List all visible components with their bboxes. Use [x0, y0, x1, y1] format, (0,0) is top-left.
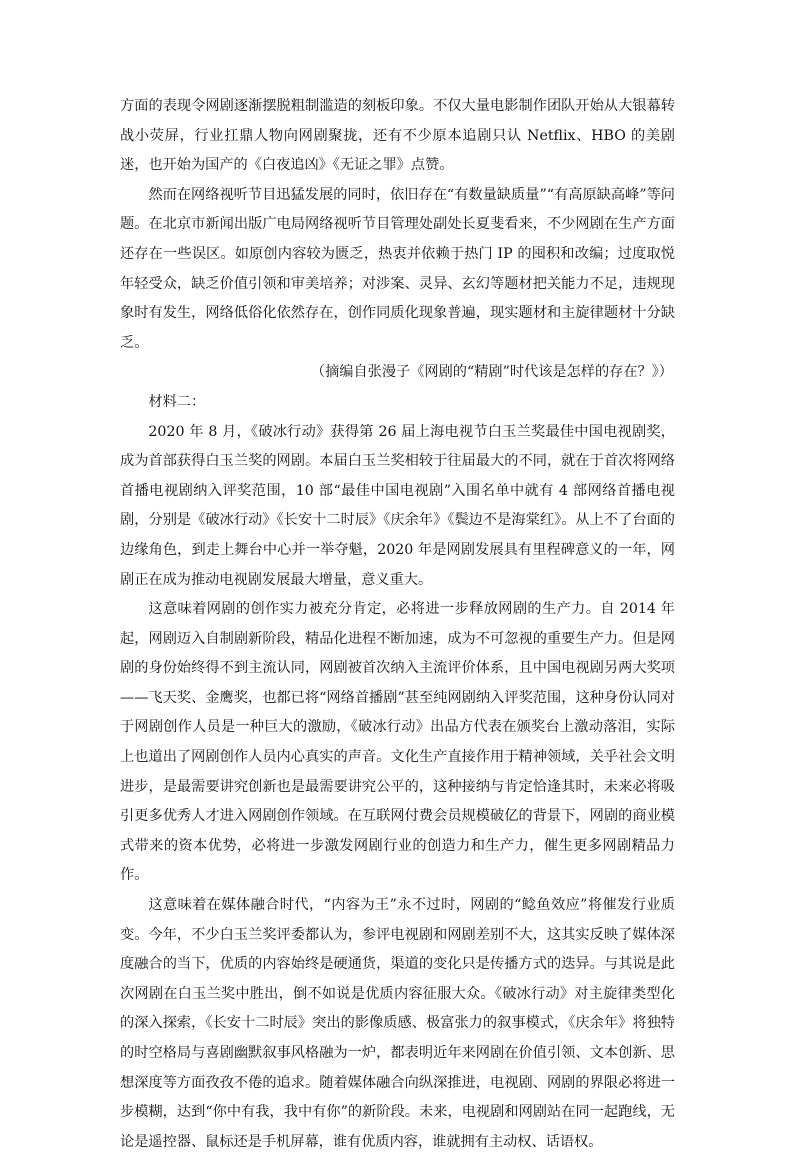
citation-1: （摘编自张漫子《网剧的“精剧”时代该是怎样的存在？》） — [310, 364, 673, 381]
paragraph-3: 2020 年 8 月，《破冰行动》获得第 26 届上海电视节白玉兰奖最佳中国电视剧奖，成为首部获得白玉兰奖的网剧。本届白玉兰奖相较于往届最大的不同，就在于首次将网络首播电视剧纳入评奖范围，10 部“最佳中国电视剧”入围名单中就有 4 部网络首播电视剧，分别是《破冰行动》《长安十二时辰》《庆余年》《鬓边不是海棠红》。从上不了台面的边缘角色，到走上舞台中心并一举夺魁，2020 年是网剧发展具有里程碑意义的一年，网剧正在成为推动电视剧发展最大增量，意义重大。 — [120, 423, 675, 588]
document-page — [120, 92, 675, 1157]
paragraph-1: 方面的表现令网剧逐渐摆脱粗制滥造的刻板印象。不仅大量电影制作团队开始从大银幕转战小荧屏，行业扛鼎人物向网剧聚拢，还有不少原本追剧只认 Netflix、HBO 的美剧迷，也开始为国产的《白夜追凶》《无证之罪》点赞。 — [120, 98, 675, 174]
material-2-label: 材料二： — [148, 393, 206, 410]
paragraph-4: 这意味着网剧的创作实力被充分肯定，必将进一步释放网剧的生产力。自 2014 年起，网剧迈入自制剧新阶段，精品化进程不断加速，成为不可忽视的重要生产力。但是网剧的身份始终得不到主流认同，网剧被首次纳入主流评价体系，且中国电视剧另两大奖项——飞天奖、金鹰奖，也都已将“网络首播剧”甚至纯网剧纳入评奖范围，这种身份认同对于网剧创作人员是一种巨大的激励，《破冰行动》出品方代表在颁奖台上激动落泪，实际上也道出了网剧创作人员内心真实的声音。文化生产直接作用于精神领域，关乎社会文明进步，是最需要讲究创新也是最需要讲究公平的，这种接纳与肯定恰逢其时，未来必将吸引更多优秀人才进入网剧创作领域。在互联网付费会员规模破亿的背景下，网剧的商业模式带来的资本优势，必将进一步激发网剧行业的创造力和生产力，催生更多网剧精品力作。 — [120, 601, 675, 884]
paragraph-2: 然而在网络视听节目迅猛发展的同时，依旧存在“有数量缺质量”“有高原缺高峰”等问题。在北京市新闻出版广电局网络视听节目管理处副处长夏斐看来，不少网剧在生产方面还存在一些误区。如原创内容较为匮乏，热衷并依赖于热门 IP 的囤积和改编；过度取悦年轻受众，缺乏价值引领和审美培养；对涉案、灵异、玄幻等题材把关能力不足，违规现象时有发生，网络低俗化依然存在，创作同质化现象普遍，现实题材和主旋律题材十分缺乏。 — [120, 186, 675, 351]
paragraph-5: 这意味着在媒体融合时代，“内容为王”永不过时，网剧的“鲶鱼效应”将催发行业质变。今年，不少白玉兰奖评委都认为，参评电视剧和网剧差别不大，这其实反映了媒体深度融合的当下，优质的内容始终是硬通货，渠道的变化只是传播方式的迭异。与其说是此次网剧在白玉兰奖中胜出，倒不如说是优质内容征服大众。《破冰行动》对主旋律类型化的深入探索，《长安十二时辰》突出的影像质感、极富张力的叙事模式，《庆余年》将独特的时空格局与喜剧幽默叙事风格融为一炉，都表明近年来网剧在价值引领、文本创新、思想深度等方面孜孜不倦的追求。随着媒体融合向纵深推进，电视剧、网剧的界限必将进一步模糊，达到“你中有我，我中有你”的新阶段。未来，电视剧和网剧站在同一起跑线，无论是遥控器、鼠标还是手机屏幕，谁有优质内容，谁就拥有主动权、话语权。 — [120, 897, 675, 1150]
